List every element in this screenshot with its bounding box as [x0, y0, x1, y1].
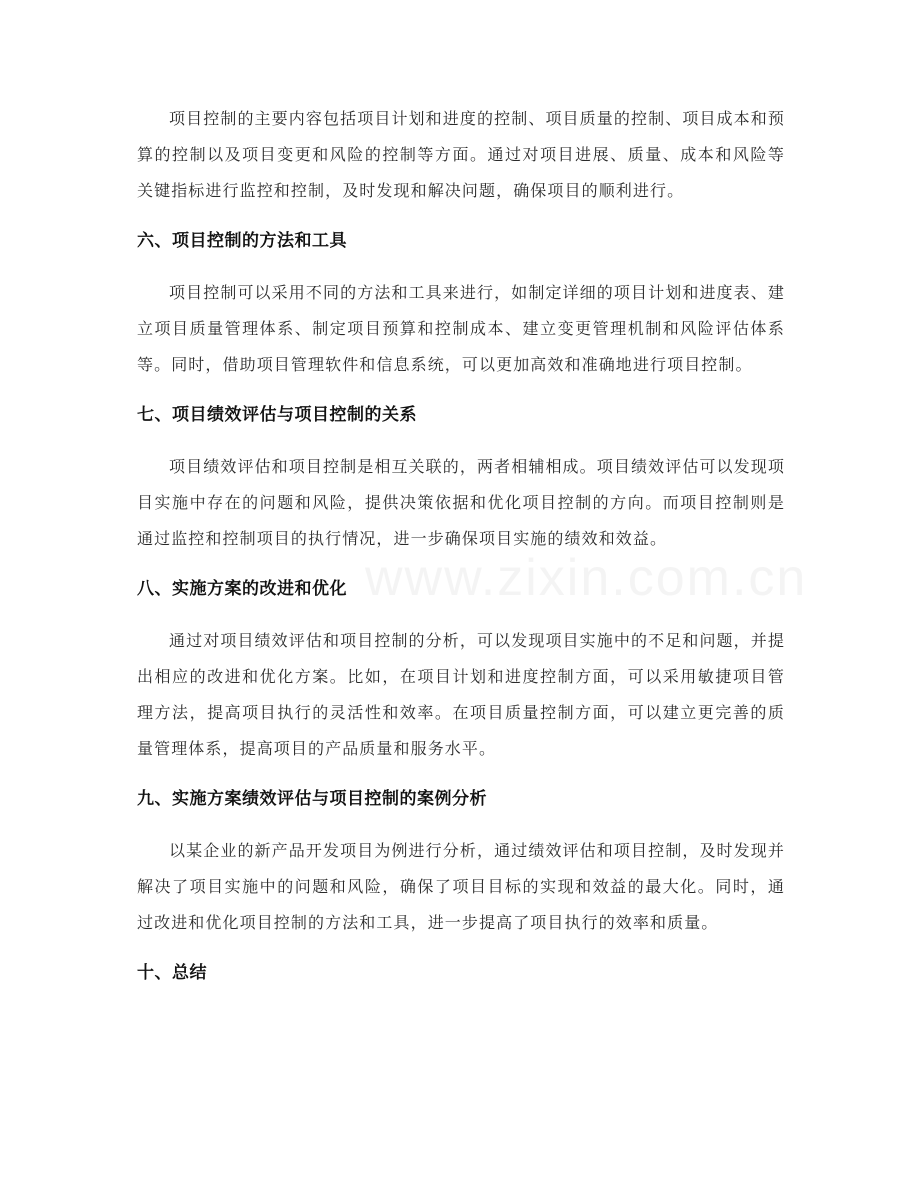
paragraph-case-study: 以某企业的新产品开发项目为例进行分析，通过绩效评估和项目控制，及时发现并解决了项目实施中的问题和风险，确保了项目目标的实现和效益的最大化。同时，通过改进和优化项目控制的方法和工具，进一步提高了项目执行的效率和质量。 [137, 841, 785, 932]
paragraph-improvement: 通过对项目绩效评估和项目控制的分析，可以发现项目实施中的不足和问题，并提出相应的改进和优化方案。比如，在项目计划和进度控制方面，可以采用敏捷项目管理方法，提高项目执行的灵活性和效率。在项目质量控制方面，可以建立更完善的质量管理体系，提高项目的产品质量和服务水平。 [137, 631, 785, 758]
document-body [137, 101, 785, 985]
heading-section-10: 十、总结 [137, 963, 207, 983]
watermark-text: www.zixin.com.cn [365, 549, 808, 607]
paragraph-methods-and-tools: 项目控制可以采用不同的方法和工具来进行，如制定详细的项目计划和进度表、建立项目质量管理体系、制定项目预算和控制成本、建立变更管理机制和风险评估体系等。同时，借助项目管理软件和信息系统，可以更加高效和准确地进行项目控制。 [137, 283, 785, 374]
paragraph-project-control-content: 项目控制的主要内容包括项目计划和进度的控制、项目质量的控制、项目成本和预算的控制以及项目变更和风险的控制等方面。通过对项目进展、质量、成本和风险等关键指标进行监控和控制，及时发现和解决问题，确保项目的顺利进行。 [137, 109, 785, 200]
heading-section-7: 七、项目绩效评估与项目控制的关系 [137, 405, 417, 425]
heading-section-9: 九、实施方案绩效评估与项目控制的案例分析 [137, 789, 487, 809]
heading-section-6: 六、项目控制的方法和工具 [137, 231, 347, 251]
paragraph-relationship: 项目绩效评估和项目控制是相互关联的，两者相辅相成。项目绩效评估可以发现项目实施中存在的问题和风险，提供决策依据和优化项目控制的方向。而项目控制则是通过监控和控制项目的执行情况，进一步确保项目实施的绩效和效益。 [137, 457, 785, 548]
heading-section-8: 八、实施方案的改进和优化 [137, 579, 347, 599]
